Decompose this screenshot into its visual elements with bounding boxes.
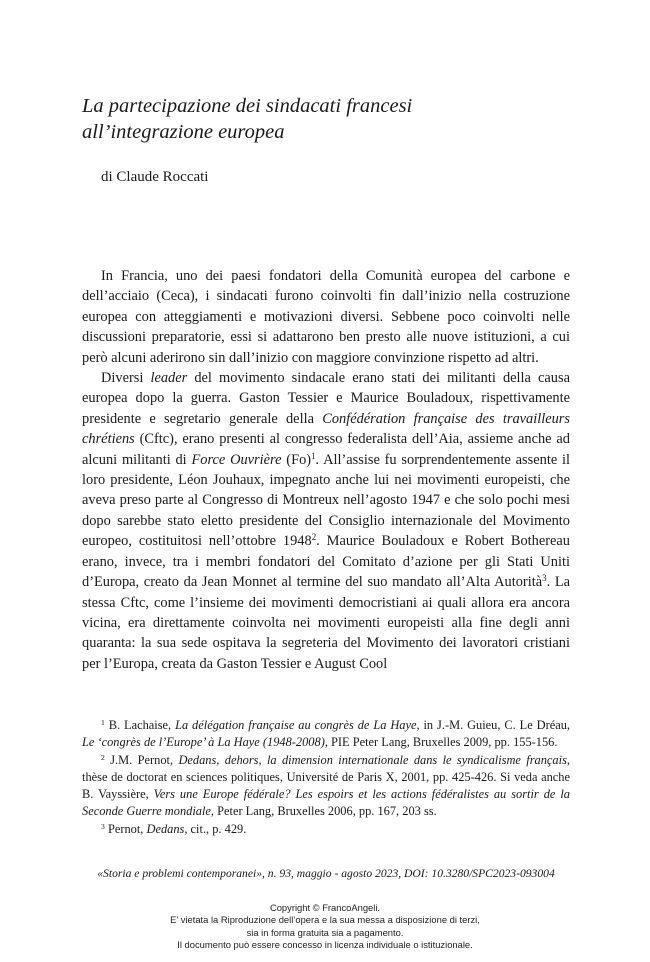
footnote-ref-1[interactable]: 1 (311, 450, 316, 461)
text-run: J.M. Pernot, (104, 752, 179, 767)
italic-org-fo: Force Ouvrière (191, 451, 282, 468)
text-run: , PIE Peter Lang, Bruxelles 2009, pp. 155-156. (324, 735, 558, 750)
text-run: del movimento sindacale erano stati dei militanti della causa europea dopo la guerra. Gaston Tessier e Maurice Bouladoux, rispettivamente presidente e segretario generale della (82, 370, 570, 427)
article-body (82, 266, 570, 674)
italic-term-leader: leader (150, 370, 188, 387)
text-run: , in J.-M. Guieu, C. Le Dréau, (416, 718, 570, 732)
footnote-number: 3 (101, 821, 105, 831)
text-run: , Peter Lang, Bruxelles 2006, pp. 167, 203 ss. (210, 804, 437, 819)
text-run: B. Lachaise, (104, 718, 176, 732)
copyright-line-2: E’ vietata la Riproduzione dell’opera e la sua messa a disposizione di terzi, (170, 914, 480, 926)
footnote-number: 2 (101, 752, 105, 762)
article-title (82, 93, 582, 145)
text-run: . La stessa Cftc, come l’insieme dei movimenti democristiani ai quali allora era ancora vicina, era direttamente coinvolta nei movimenti europeisti alla fine degli anni quaranta: la sua sede ospitava la segreteria del Movimento dei lavoratori cristiani per l’Europa, creata da Gaston Tessier e August Cool (82, 574, 571, 672)
text-run: Diversi (101, 370, 151, 387)
footnote-italic-book: Vers une Europe fédérale? Les espoirs et les actions fédéralistes au sortir de la Seconde Guerre mondiale (82, 787, 570, 819)
text-run: . All’assise fu sorprendentemente assente il loro presidente, Léon Jouhaux, impegnato anche lui nei movimenti europeisti, che aveva preso parte al Congresso di Montreux nell’agosto 1947 e che solo pochi mesi dopo sarebbe stato eletto presidente del Consiglio internazionale del Movimento europeo, costituitosi nell’ottobre 1948 (82, 451, 570, 550)
footnote-italic-title: La délégation française au congrès de La Haye (175, 718, 417, 732)
copyright-line-3: sia in forma gratuita sia a pagamento. (246, 926, 404, 938)
article-title-line-1: La partecipazione dei sindacati francesi (82, 95, 413, 117)
footnote-1 (82, 717, 570, 752)
footnote-italic-title: Dedans, dehors, la dimension internationale dans le syndicalisme français (178, 752, 567, 767)
text-run: Pernot, (104, 821, 147, 836)
footnote-italic-book: Le ‘congrès de l’Europe’ à La Haye (1948-2008) (82, 735, 325, 750)
footnote-number: 1 (101, 717, 105, 727)
footnote-2 (82, 752, 570, 821)
text-run: (Cftc), erano presenti al congresso federalista dell’Aia, assieme anche ad alcuni militanti di (82, 431, 570, 468)
italic-org-cftc: Confédération française des travailleurs chrétiens (82, 410, 571, 448)
journal-citation: «Storia e problemi contemporanei», n. 93, maggio - agosto 2023, DOI: 10.3280/SPC2023-093004 (97, 867, 555, 880)
text-run: . Maurice Bouladoux e Robert Bothereau erano, invece, tra i membri fondatori del Comitato d’azione per gli Stati Uniti d’Europa, creato da Jean Monnet al termine del suo mandato all’Alta Autorità (82, 533, 570, 591)
article-author: di Claude Roccati (101, 169, 209, 185)
text-run: , thèse de doctorat en sciences politiques, Université de Paris X, 2001, pp. 425-426. Si veda anche B. Vayssière, (82, 752, 571, 802)
footnote-ref-2[interactable]: 2 (311, 532, 317, 543)
copyright-notice (75, 902, 575, 952)
footnote-italic-title: Dedans (146, 821, 185, 836)
copyright-line-4: Il documento può essere concesso in licenza individuale o istituzionale. (177, 939, 473, 951)
footnotes (82, 717, 570, 838)
text-run: , cit., p. 429. (184, 821, 247, 836)
text-run: (Fo) (281, 451, 312, 468)
paragraph-1: In Francia, uno dei paesi fondatori della Comunità europea del carbone e dell’acciaio (Ceca), i sindacati furono coinvolti fin dall’inizio nella costruzione europea con atteggiamenti e motivazioni diversi. Sebbene poco coinvolti nelle discussioni preparatorie, essi si adattarono ben presto alle nuove istituzioni, a cui però alcuni aderirono sin dall’inizio con maggiore convinzione rispetto ad altri. (82, 268, 570, 366)
footnote-3 (82, 821, 570, 838)
footnote-ref-3[interactable]: 3 (542, 573, 547, 584)
article-title-line-2: all’integrazione europea (82, 121, 285, 143)
copyright-line-1: Copyright © FrancoAngeli. (269, 902, 381, 913)
paragraph-2 (82, 368, 570, 674)
